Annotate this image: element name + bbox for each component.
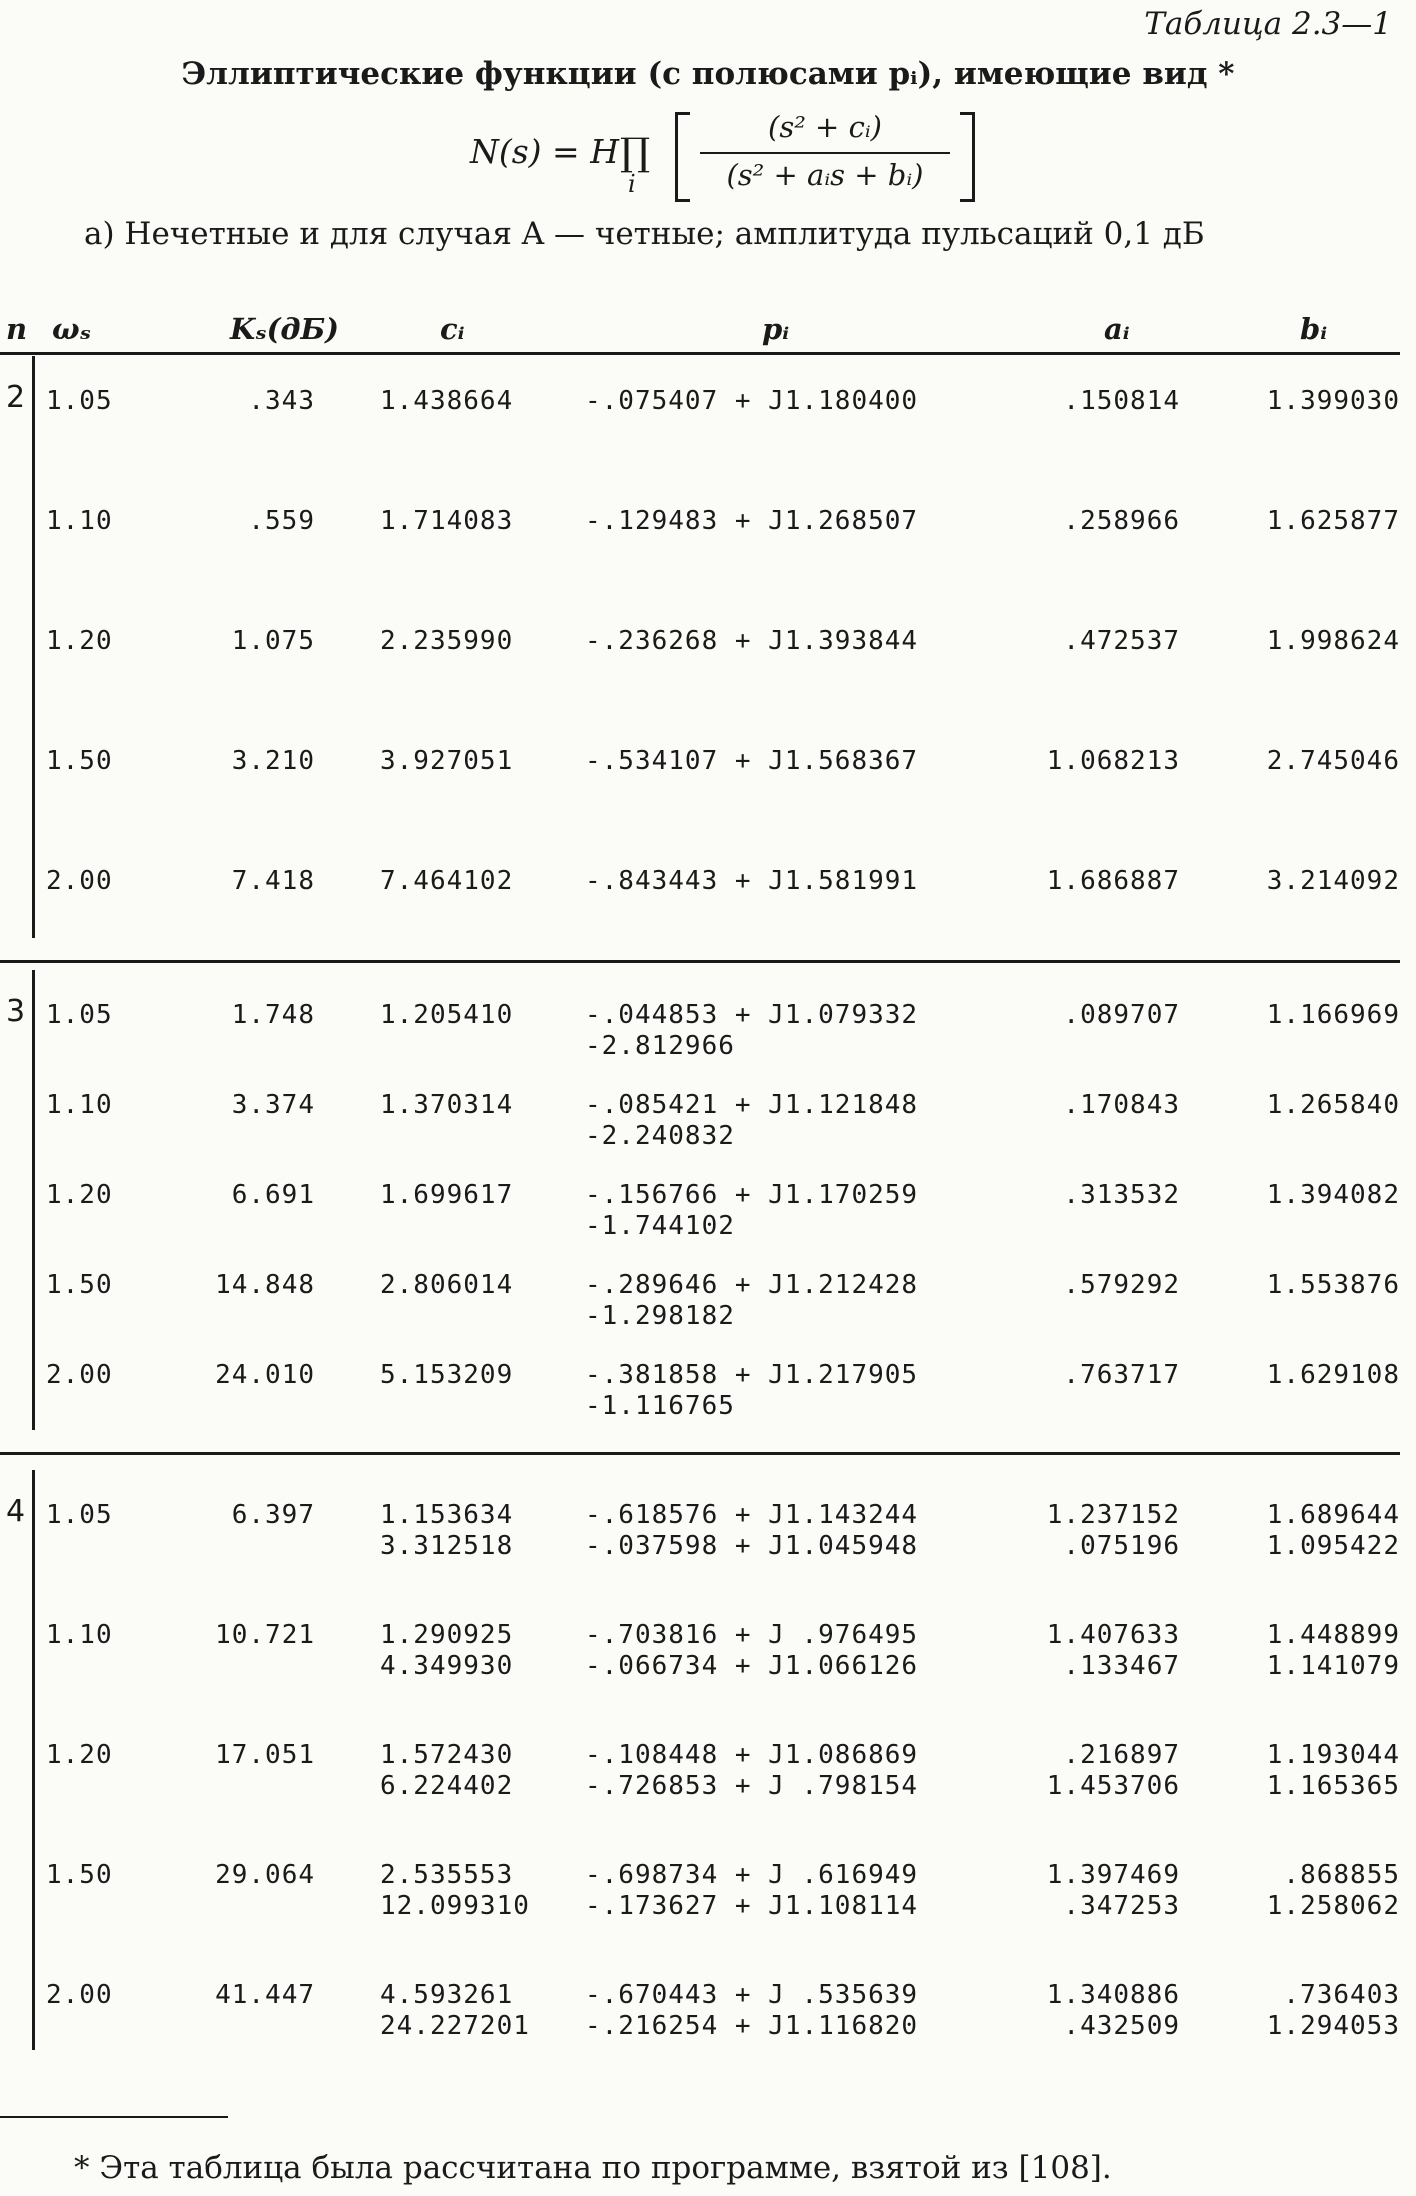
cell-a: .579292 [1063,1270,1180,1300]
cell-c: 1.438664 [380,386,514,416]
group-n: 4 [6,1494,26,1529]
cell-ws: 1.50 [46,1270,113,1300]
cell-p: -.703816 + J .976495 [585,1620,919,1650]
cell-a: .170843 [1063,1090,1180,1120]
cell-c: 3.312518 [380,1531,514,1561]
cell-ws: 1.05 [46,386,113,416]
cell-p: -.108448 + J1.086869 [585,1740,919,1770]
group-left-rule [32,356,35,938]
cell-b: 1.553876 [1266,1270,1400,1300]
cell-c: 1.205410 [380,1000,514,1030]
cell-ks: 10.721 [215,1620,315,1650]
cell-ws: 1.20 [46,626,113,656]
table-subtitle: а) Нечетные и для случая A — четные; амплитуда пульсаций 0,1 дБ [84,216,1205,252]
cell-p: -.085421 + J1.121848 [585,1090,919,1120]
cell-ws: 1.50 [46,746,113,776]
cell-ks: 6.691 [231,1180,315,1210]
header-c: cᵢ [440,312,465,346]
cell-p: -1.298182 [585,1301,735,1331]
footnote-rule [0,2116,228,2118]
cell-p: -.216254 + J1.116820 [585,2011,919,2041]
cell-b: 1.265840 [1266,1090,1400,1120]
formula-numerator: (s² + cᵢ) [768,110,882,144]
cell-a: .313532 [1063,1180,1180,1210]
formula-denominator: (s² + aᵢs + bᵢ) [726,158,924,192]
cell-ws: 1.20 [46,1180,113,1210]
group-separator [0,1452,1400,1455]
cell-p: -.129483 + J1.268507 [585,506,919,536]
cell-b: 1.448899 [1266,1620,1400,1650]
group-n: 2 [6,380,26,415]
group-n: 3 [6,994,26,1029]
cell-p: -2.812966 [585,1031,735,1061]
cell-b: 1.165365 [1266,1771,1400,1801]
cell-b: 1.399030 [1266,386,1400,416]
cell-ks: 1.748 [231,1000,315,1030]
cell-a: .075196 [1063,1531,1180,1561]
cell-p: -.618576 + J1.143244 [585,1500,919,1530]
cell-c: 7.464102 [380,866,514,896]
cell-p: -2.240832 [585,1121,735,1151]
header-rule [0,352,1400,355]
cell-ks: 6.397 [231,1500,315,1530]
cell-p: -.066734 + J1.066126 [585,1651,919,1681]
cell-b: 1.294053 [1266,2011,1400,2041]
cell-p: -.075407 + J1.180400 [585,386,919,416]
header-n: n [6,312,28,346]
formula-left-bracket [675,112,690,202]
footnote: * Эта таблица была рассчитана по программе, взятой из [108]. [74,2150,1112,2186]
cell-a: 1.068213 [1046,746,1180,776]
cell-c: 4.349930 [380,1651,514,1681]
cell-b: 1.689644 [1266,1500,1400,1530]
cell-c: 3.927051 [380,746,514,776]
formula-right-bracket [960,112,975,202]
cell-c: 24.227201 [380,2011,530,2041]
cell-a: .472537 [1063,626,1180,656]
table-title: Эллиптические функции (с полюсами pᵢ), имеющие вид * [181,56,1235,92]
cell-c: 1.290925 [380,1620,514,1650]
cell-b: 2.745046 [1266,746,1400,776]
cell-c: 1.714083 [380,506,514,536]
cell-ws: 1.05 [46,1500,113,1530]
cell-a: 1.686887 [1046,866,1180,896]
cell-a: 1.237152 [1046,1500,1180,1530]
cell-ws: 2.00 [46,866,113,896]
cell-a: .432509 [1063,2011,1180,2041]
group-left-rule [32,970,35,1430]
cell-a: .133467 [1063,1651,1180,1681]
cell-a: 1.340886 [1046,1980,1180,2010]
cell-p: -.670443 + J .535639 [585,1980,919,2010]
cell-ks: 29.064 [215,1860,315,1890]
cell-c: 12.099310 [380,1891,530,1921]
cell-p: -1.116765 [585,1391,735,1421]
cell-p: -.044853 + J1.079332 [585,1000,919,1030]
cell-a: 1.407633 [1046,1620,1180,1650]
cell-b: 1.629108 [1266,1360,1400,1390]
cell-p: -.381858 + J1.217905 [585,1360,919,1390]
cell-b: 3.214092 [1266,866,1400,896]
formula-fraction-bar [700,152,950,154]
cell-p: -.156766 + J1.170259 [585,1180,919,1210]
cell-ws: 2.00 [46,1980,113,2010]
cell-ws: 1.10 [46,506,113,536]
cell-a: .216897 [1063,1740,1180,1770]
cell-c: 6.224402 [380,1771,514,1801]
cell-p: -.236268 + J1.393844 [585,626,919,656]
formula-product-sign: ∏ [620,130,651,174]
formula-lhs: N(s) = H [470,132,619,171]
header-ws: ωₛ [52,312,92,346]
cell-p: -.698734 + J .616949 [585,1860,919,1890]
cell-c: 4.593261 [380,1980,514,2010]
cell-a: .763717 [1063,1360,1180,1390]
cell-b: 1.095422 [1266,1531,1400,1561]
cell-ks: 17.051 [215,1740,315,1770]
cell-ks: 3.374 [231,1090,315,1120]
cell-p: -.726853 + J .798154 [585,1771,919,1801]
header-a: aᵢ [1104,312,1130,346]
cell-b: 1.141079 [1266,1651,1400,1681]
cell-p: -.173627 + J1.108114 [585,1891,919,1921]
cell-a: .347253 [1063,1891,1180,1921]
cell-p: -.289646 + J1.212428 [585,1270,919,1300]
cell-p: -.843443 + J1.581991 [585,866,919,896]
cell-b: 1.998624 [1266,626,1400,656]
cell-ks: 24.010 [215,1360,315,1390]
cell-p: -1.744102 [585,1211,735,1241]
group-separator [0,960,1400,963]
cell-c: 2.806014 [380,1270,514,1300]
cell-a: 1.453706 [1046,1771,1180,1801]
cell-ks: .343 [248,386,315,416]
table-number: Таблица 2.3—1 [1144,6,1392,42]
cell-c: 2.535553 [380,1860,514,1890]
cell-ks: .559 [248,506,315,536]
cell-a: .258966 [1063,506,1180,536]
cell-ks: 3.210 [231,746,315,776]
cell-b: 1.625877 [1266,506,1400,536]
cell-c: 1.572430 [380,1740,514,1770]
formula [0,108,1416,208]
cell-b: 1.258062 [1266,1891,1400,1921]
cell-p: -.037598 + J1.045948 [585,1531,919,1561]
header-ks: Kₛ(дБ) [230,312,340,346]
cell-ks: 7.418 [231,866,315,896]
cell-ws: 2.00 [46,1360,113,1390]
cell-a: .150814 [1063,386,1180,416]
cell-ws: 1.05 [46,1000,113,1030]
cell-ws: 1.50 [46,1860,113,1890]
cell-c: 1.153634 [380,1500,514,1530]
header-p: pᵢ [762,312,790,346]
cell-ks: 41.447 [215,1980,315,2010]
cell-p: -.534107 + J1.568367 [585,746,919,776]
cell-a: 1.397469 [1046,1860,1180,1890]
cell-b: 1.166969 [1266,1000,1400,1030]
header-b: bᵢ [1300,312,1328,346]
cell-ws: 1.10 [46,1090,113,1120]
formula-product-index: i [628,170,636,198]
cell-ws: 1.10 [46,1620,113,1650]
cell-c: 1.699617 [380,1180,514,1210]
cell-b: 1.394082 [1266,1180,1400,1210]
cell-c: 2.235990 [380,626,514,656]
cell-b: .736403 [1283,1980,1400,2010]
cell-ks: 1.075 [231,626,315,656]
cell-c: 5.153209 [380,1360,514,1390]
group-left-rule [32,1470,35,2050]
cell-b: 1.193044 [1266,1740,1400,1770]
cell-a: .089707 [1063,1000,1180,1030]
cell-ws: 1.20 [46,1740,113,1770]
cell-c: 1.370314 [380,1090,514,1120]
cell-b: .868855 [1283,1860,1400,1890]
cell-ks: 14.848 [215,1270,315,1300]
